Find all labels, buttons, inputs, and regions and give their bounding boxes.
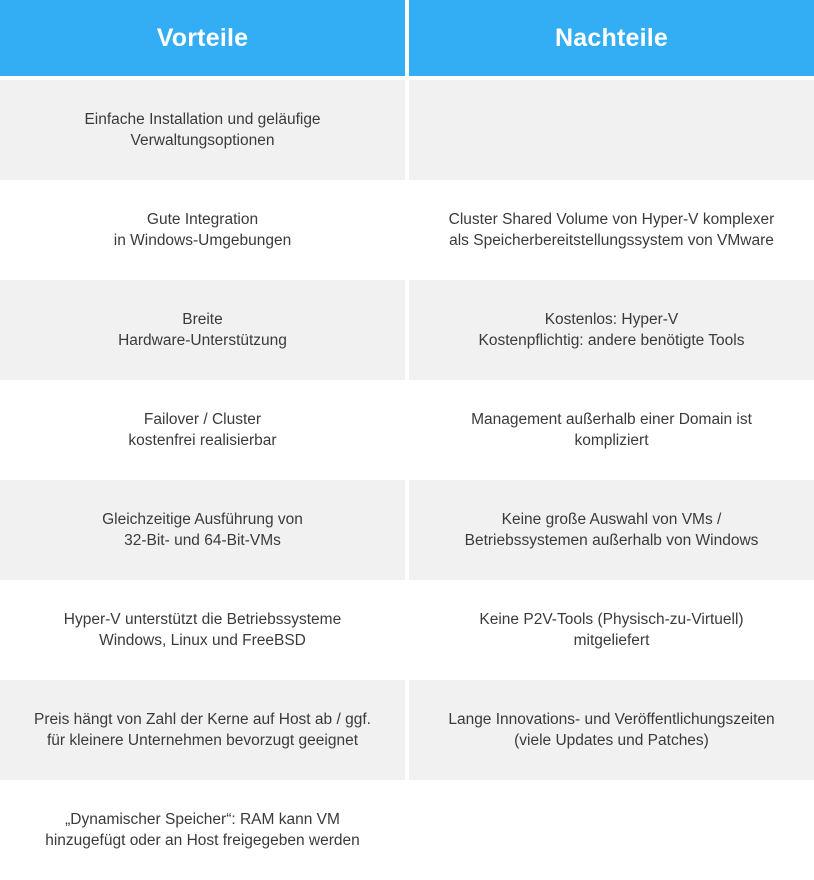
con-cell <box>409 780 814 880</box>
pro-cell: Hyper-V unterstützt die Betriebssysteme Windows, Linux und FreeBSD <box>0 580 405 680</box>
table-row <box>0 780 814 880</box>
pro-cell: Gleichzeitige Ausführung von 32-Bit- und 64-Bit-VMs <box>0 480 405 580</box>
con-cell: Kostenlos: Hyper-V Kostenpflichtig: andere benötigte Tools <box>409 280 814 380</box>
con-cell: Cluster Shared Volume von Hyper-V komplexer als Speicherbereitstellungssystem von VMware <box>409 180 814 280</box>
con-cell: Management außerhalb einer Domain ist kompliziert <box>409 380 814 480</box>
con-cell: Keine große Auswahl von VMs / Betriebssystemen außerhalb von Windows <box>409 480 814 580</box>
pro-cell: „Dynamischer Speicher“: RAM kann VM hinzugefügt oder an Host freigegeben werden <box>0 780 405 880</box>
pro-cell: Breite Hardware-Unterstützung <box>0 280 405 380</box>
pro-cell: Einfache Installation und geläufige Verwaltungsoptionen <box>0 80 405 180</box>
table-row <box>0 180 814 280</box>
con-cell: Lange Innovations- und Veröffentlichungszeiten (viele Updates und Patches) <box>409 680 814 780</box>
pro-cell: Failover / Cluster kostenfrei realisierbar <box>0 380 405 480</box>
pro-cell: Preis hängt von Zahl der Kerne auf Host ab / ggf. für kleinere Unternehmen bevorzugt geeignet <box>0 680 405 780</box>
table-row <box>0 80 814 180</box>
table-header <box>0 0 814 76</box>
table-row <box>0 380 814 480</box>
con-cell <box>409 80 814 180</box>
pro-cell: Gute Integration in Windows-Umgebungen <box>0 180 405 280</box>
table-body <box>0 80 814 880</box>
con-cell: Keine P2V-Tools (Physisch-zu-Virtuell) mitgeliefert <box>409 580 814 680</box>
table-row <box>0 580 814 680</box>
pros-header: Vorteile <box>0 0 405 76</box>
table-row <box>0 280 814 380</box>
cons-header: Nachteile <box>409 0 814 76</box>
table-row <box>0 480 814 580</box>
table-row <box>0 680 814 780</box>
